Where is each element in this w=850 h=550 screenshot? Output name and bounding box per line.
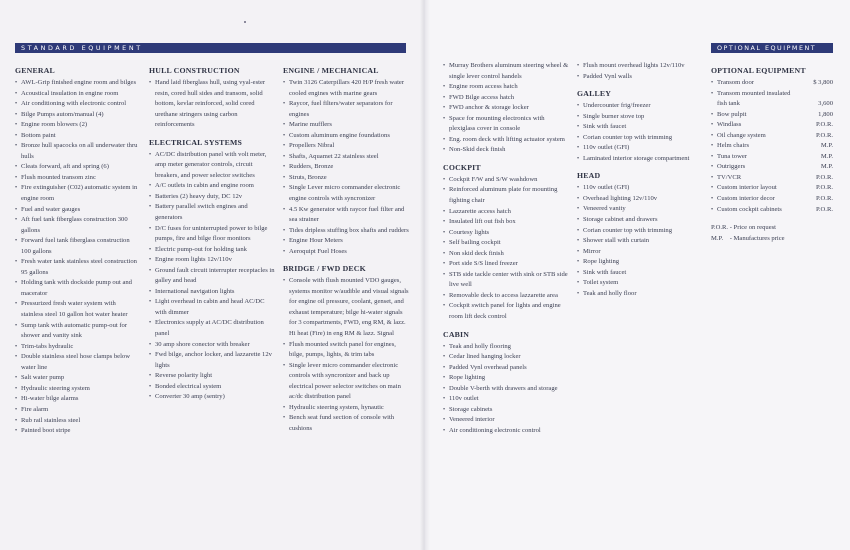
- equipment-item: • Padded Vynl overhead panels: [443, 363, 569, 374]
- equipment-item: • Storage cabinets: [443, 405, 569, 416]
- equipment-item: • Fuel and water gauges: [15, 205, 139, 216]
- column-optional-equipment: [711, 66, 833, 244]
- equipment-item: • Console with flush mounted VDO gauges, systems monitor w/audible and visual signals for engine oil pressure, coolant, genset, and exhaust temperature; bilge hi-water signals for 3 compartments, FWD, eng RM, & lazz. Hi heat (Fire) in eng RM & lazz. Signal: [283, 276, 411, 339]
- equipment-item: • Engine room blowers (2): [15, 120, 139, 131]
- equipment-item: • Hi-water bilge alarms: [15, 394, 139, 405]
- equipment-item: • Removable deck to access lazzarette area: [443, 291, 569, 302]
- equipment-item: • Laminated interior storage compartment: [577, 154, 703, 165]
- optional-equipment-heading: OPTIONAL EQUIPMENT: [711, 66, 806, 75]
- optional-item: [711, 194, 833, 205]
- section-heading: COCKPIT: [443, 162, 481, 172]
- equipment-item: • 110v outlet (GFI): [577, 143, 703, 154]
- equipment-item: • Holding tank with dockside pump out and macerator: [15, 278, 139, 299]
- equipment-list: [443, 61, 569, 156]
- equipment-item: • Tides dripless stuffing box shafts and rudders: [283, 226, 411, 237]
- equipment-section: [149, 138, 275, 403]
- equipment-item: • Fire extinguisher (C02) automatic system in engine room: [15, 183, 139, 204]
- section-heading: HULL CONSTRUCTION: [149, 66, 240, 75]
- equipment-list: [15, 78, 139, 437]
- optional-item-name: • Bow pulpit: [717, 110, 747, 118]
- equipment-item: • 30 amp shore conector with breaker: [149, 340, 275, 351]
- optional-item: [711, 183, 833, 194]
- equipment-item: • Flush mounted transom zinc: [15, 173, 139, 184]
- equipment-item: • Air conditioning with electronic control: [15, 99, 139, 110]
- equipment-item: • Bottom paint: [15, 131, 139, 142]
- optional-item-name: • TV/VCR: [717, 173, 742, 181]
- equipment-item: • Storage cabinet and drawers: [577, 215, 703, 226]
- optional-item-name: • Custom interior decor: [717, 195, 775, 203]
- equipment-item: • Bilge Pumps autom/manual (4): [15, 110, 139, 121]
- optional-item-price: P.O.R.: [815, 173, 833, 181]
- equipment-item: • Non skid deck finish: [443, 249, 569, 260]
- equipment-item: • International navigation lights: [149, 287, 275, 298]
- equipment-item: • Overhead lighting 12v/110v: [577, 194, 703, 205]
- equipment-item: • Bench seat fund section of console with cushions: [283, 413, 411, 434]
- equipment-list: [283, 276, 411, 434]
- optional-equipment-banner: OPTIONAL EQUIPMENT: [711, 43, 833, 53]
- equipment-item: • Aeroquipt Fuel Hoses: [283, 247, 411, 258]
- equipment-item: • Insulated lift out fish box: [443, 217, 569, 228]
- equipment-item: • Murray Brothers aluminum steering wheel & single lever control handels: [443, 61, 569, 82]
- optional-item: [711, 120, 833, 131]
- equipment-item: • Raycor, fuel filters/water separators for engines: [283, 99, 411, 120]
- equipment-item: • Teak and holly flooring: [443, 342, 569, 353]
- equipment-item: • Mirror: [577, 247, 703, 258]
- equipment-item: • Cockpit switch panel for lights and engine room lift deck control: [443, 301, 569, 322]
- optional-item-price: P.O.R.: [815, 205, 833, 213]
- equipment-item: • Engine Hour Meters: [283, 236, 411, 247]
- optional-item-name: • Custom interior layout: [717, 184, 777, 192]
- equipment-item: • AWL-Grip finished engine room and bilges: [15, 78, 139, 89]
- equipment-item: • Rope lighting: [577, 257, 703, 268]
- equipment-item: • Flush mounted switch panel for engines, bilge, pumps, lights, & trim tabs: [283, 340, 411, 361]
- section-heading: ENGINE / MECHANICAL: [283, 66, 379, 75]
- optional-item-name: • Custom cockpit cabinets: [717, 205, 782, 213]
- price-notes: [711, 223, 833, 244]
- equipment-item: • Electric pump-out for holding tank: [149, 245, 275, 256]
- column-cockpit-cabin: [443, 61, 569, 444]
- equipment-item: • Veneered vanity: [577, 204, 703, 215]
- equipment-item: • Bonded electrical system: [149, 382, 275, 393]
- section-heading: BRIDGE / FWD DECK: [283, 264, 366, 274]
- equipment-item: • Single lever micro commander electronic controls with syncronizer and back up electrical power selector switches on main ac/dc distribution panel: [283, 361, 411, 403]
- equipment-item: • Custom aluminum engine foundations: [283, 131, 411, 142]
- optional-item: [711, 152, 833, 163]
- optional-item-name: • Transom mounted insulated fish tank: [717, 89, 791, 108]
- equipment-section: [577, 61, 703, 82]
- equipment-item: • Battery parallel switch engines and generators: [149, 202, 275, 223]
- equipment-item: • Fresh water tank stainless steel construction 95 gallons: [15, 257, 139, 278]
- equipment-section: [283, 66, 411, 257]
- equipment-item: • Rub rail stainless steel: [15, 416, 139, 427]
- column-engine-bridge: [283, 66, 411, 442]
- equipment-item: • D/C fuses for uninterrupted power to bilge pumps, fire and bilge floor monitors: [149, 224, 275, 245]
- column-galley-head: [577, 61, 703, 306]
- equipment-item: • Trim-tabs hydraulic: [15, 342, 139, 353]
- equipment-item: • Corian counter top with trimming: [577, 226, 703, 237]
- equipment-item: • Flush mount overhead lights 12v/110v: [577, 61, 703, 72]
- optional-item-price: P.O.R.: [815, 131, 833, 139]
- equipment-item: • Batteries (2) heavy duty, DC 12v: [149, 192, 275, 203]
- optional-item-price: 3,600: [818, 100, 833, 108]
- equipment-item: • Hydraulic steering system, hynautic: [283, 403, 411, 414]
- optional-item: [711, 131, 833, 142]
- equipment-item: • Ground fault circuit interrupter receptacles in galley and head: [149, 266, 275, 287]
- optional-item-price: P.O.R.: [815, 195, 833, 203]
- equipment-item: • Teak and holly floor: [577, 289, 703, 300]
- equipment-item: • Engine room lights 12v/110v: [149, 255, 275, 266]
- standard-equipment-banner: STANDARD EQUIPMENT: [15, 43, 406, 53]
- equipment-section: [577, 89, 703, 164]
- equipment-item: • Hand laid fiberglass hull, using vyal-ester resin, cored hull sides and transom, solid bottom, kevlar reinforced, solid cored urethane stringers using carbon reinforcements: [149, 78, 275, 131]
- equipment-item: • Port side S/S lined freezer: [443, 259, 569, 270]
- optional-item-name: • Tuna tower: [717, 152, 747, 160]
- optional-item-price: M.P.: [820, 163, 833, 171]
- equipment-item: • A/C outlets in cabin and engine room: [149, 181, 275, 192]
- equipment-section: [443, 330, 569, 437]
- section-heading: CABIN: [443, 329, 470, 339]
- equipment-item: • Pressurized fresh water system with stainless steel 10 gallon hot water heater: [15, 299, 139, 320]
- optional-item-name: • Transom door: [717, 79, 754, 86]
- optional-item-price: M.P.: [820, 152, 833, 160]
- equipment-section: [577, 171, 703, 299]
- optional-item-price: 1,800: [818, 110, 833, 118]
- page-gutter: [420, 0, 430, 550]
- equipment-item: • Self bailing cockpit: [443, 238, 569, 249]
- equipment-item: • AC/DC distribution panel with volt meter, amp meter generator controls, circuit breakers, and power selector switches: [149, 150, 275, 182]
- equipment-item: • Shafts, Aquamet 22 stainless steel: [283, 152, 411, 163]
- optional-item-name: • Outriggers: [717, 163, 746, 171]
- equipment-item: • Space for mounting electronics with plexiglass cover in console: [443, 114, 569, 135]
- equipment-item: • Twin 3126 Caterpillars 420 H/P fresh water cooled engines with marine gears: [283, 78, 411, 99]
- equipment-item: • Marine mufflers: [283, 120, 411, 131]
- equipment-item: • Double V-berth with drawers and storage: [443, 384, 569, 395]
- equipment-item: • FWD anchor & storage locker: [443, 103, 569, 114]
- equipment-item: • Rope lighting: [443, 373, 569, 384]
- equipment-item: • Lazzarette access hatch: [443, 207, 569, 218]
- equipment-item: • Toilet system: [577, 278, 703, 289]
- equipment-list: [577, 61, 703, 82]
- equipment-item: • Painted boot stripe: [15, 426, 139, 437]
- equipment-item: • Sink with faucet: [577, 268, 703, 279]
- price-note: M.P. - Manufactures price: [711, 234, 785, 242]
- equipment-list: [283, 78, 411, 257]
- equipment-item: • Shower stall with curtain: [577, 236, 703, 247]
- equipment-list: [149, 150, 275, 403]
- equipment-item: • Electronics supply at AC/DC distribution panel: [149, 318, 275, 339]
- equipment-item: • Single burner stove top: [577, 112, 703, 123]
- equipment-item: • Aft fuel tank fiberglass construction 300 gallons: [15, 215, 139, 236]
- column-general: [15, 66, 139, 444]
- optional-equipment-list: [711, 78, 833, 215]
- optional-item-name: • Oil change system: [717, 131, 766, 139]
- equipment-item: • Bronze hull spacocks on all underwater thru hulls: [15, 141, 139, 162]
- equipment-item: • Non-Skid deck finish: [443, 145, 569, 156]
- equipment-item: • Acoustical insulation in engine room: [15, 89, 139, 100]
- equipment-item: • Hydraulic steering system: [15, 384, 139, 395]
- optional-item-name: • Windlass: [717, 121, 742, 129]
- equipment-item: • Cockpit F/W and S/W washdown: [443, 175, 569, 186]
- optional-item-price: P.O.R.: [815, 184, 833, 192]
- equipment-list: [577, 183, 703, 299]
- equipment-item: • Reverse polarity light: [149, 371, 275, 382]
- equipment-item: • Sink with faucet: [577, 122, 703, 133]
- equipment-item: • Fire alarm: [15, 405, 139, 416]
- optional-item-price: $ 3,800: [813, 79, 833, 86]
- optional-item: [711, 110, 833, 121]
- optional-item: [711, 205, 833, 216]
- optional-item: [711, 173, 833, 184]
- price-note: P.O.R. - Price on request: [711, 224, 777, 232]
- optional-item-price: P.O.R.: [815, 121, 833, 129]
- section-heading: GENERAL: [15, 66, 55, 75]
- equipment-section: [443, 61, 569, 156]
- section-heading: ELECTRICAL SYSTEMS: [149, 137, 243, 147]
- equipment-item: • Light overhead in cabin and head AC/DC with dimmer: [149, 297, 275, 318]
- column-hull-electrical: [149, 66, 275, 410]
- equipment-item: • Cleats forward, aft and spring (6): [15, 162, 139, 173]
- equipment-item: • Rudders, Bronze: [283, 162, 411, 173]
- equipment-list: [443, 342, 569, 437]
- equipment-list: [577, 101, 703, 164]
- equipment-item: • Eng. room deck with lifting actuator system: [443, 135, 569, 146]
- section-heading: GALLEY: [577, 89, 612, 99]
- equipment-section: [15, 66, 139, 437]
- equipment-item: • 110v outlet: [443, 394, 569, 405]
- print-speck: [244, 21, 246, 23]
- equipment-item: • Reinforced aluminum plate for mounting fighting chair: [443, 185, 569, 206]
- equipment-item: • Sump tank with automatic pump-out for shower and vanity sink: [15, 321, 139, 342]
- equipment-item: • 110v outlet (GFI): [577, 183, 703, 194]
- optional-item: [711, 89, 833, 110]
- equipment-item: • Veneered interior: [443, 415, 569, 426]
- optional-item-price: M.P.: [820, 142, 833, 150]
- equipment-section: [283, 264, 411, 434]
- equipment-item: • Cedar lined hanging locker: [443, 352, 569, 363]
- equipment-item: • Undercounter frig/freezer: [577, 101, 703, 112]
- equipment-item: • Single Lever micro commander electronic engine controls with syncronizer: [283, 183, 411, 204]
- optional-item: [711, 78, 833, 89]
- equipment-item: • Padded Vynl walls: [577, 72, 703, 83]
- equipment-item: • 4.5 Kw generator with raycor fuel filter and sea strainer: [283, 205, 411, 226]
- equipment-section: [443, 163, 569, 323]
- optional-item: [711, 162, 833, 173]
- equipment-item: • Salt water pump: [15, 373, 139, 384]
- equipment-item: • Engine room access hatch: [443, 82, 569, 93]
- equipment-item: • Double stainless steel hose clamps below water line: [15, 352, 139, 373]
- equipment-item: • Propellers Nibral: [283, 141, 411, 152]
- equipment-item: • Forward fuel tank fiberglass construction 100 gallons: [15, 236, 139, 257]
- section-heading: HEAD: [577, 171, 601, 181]
- optional-item: [711, 141, 833, 152]
- equipment-item: • Struts, Bronze: [283, 173, 411, 184]
- optional-item-name: • Helm chairs: [717, 142, 750, 150]
- equipment-list: [443, 175, 569, 323]
- equipment-item: • Air conditioning electronic control: [443, 426, 569, 437]
- equipment-item: • STB side tackle center with sink or STB side live well: [443, 270, 569, 291]
- equipment-list: [149, 78, 275, 131]
- equipment-item: • Converter 30 amp (sentry): [149, 392, 275, 403]
- equipment-item: • FWD Bilge access hatch: [443, 93, 569, 104]
- equipment-item: • Courtesy lights: [443, 228, 569, 239]
- equipment-item: • Fwd bilge, anchor locker, and lazzarette 12v lights: [149, 350, 275, 371]
- equipment-item: • Corian counter top with trimming: [577, 133, 703, 144]
- equipment-section: [149, 66, 275, 131]
